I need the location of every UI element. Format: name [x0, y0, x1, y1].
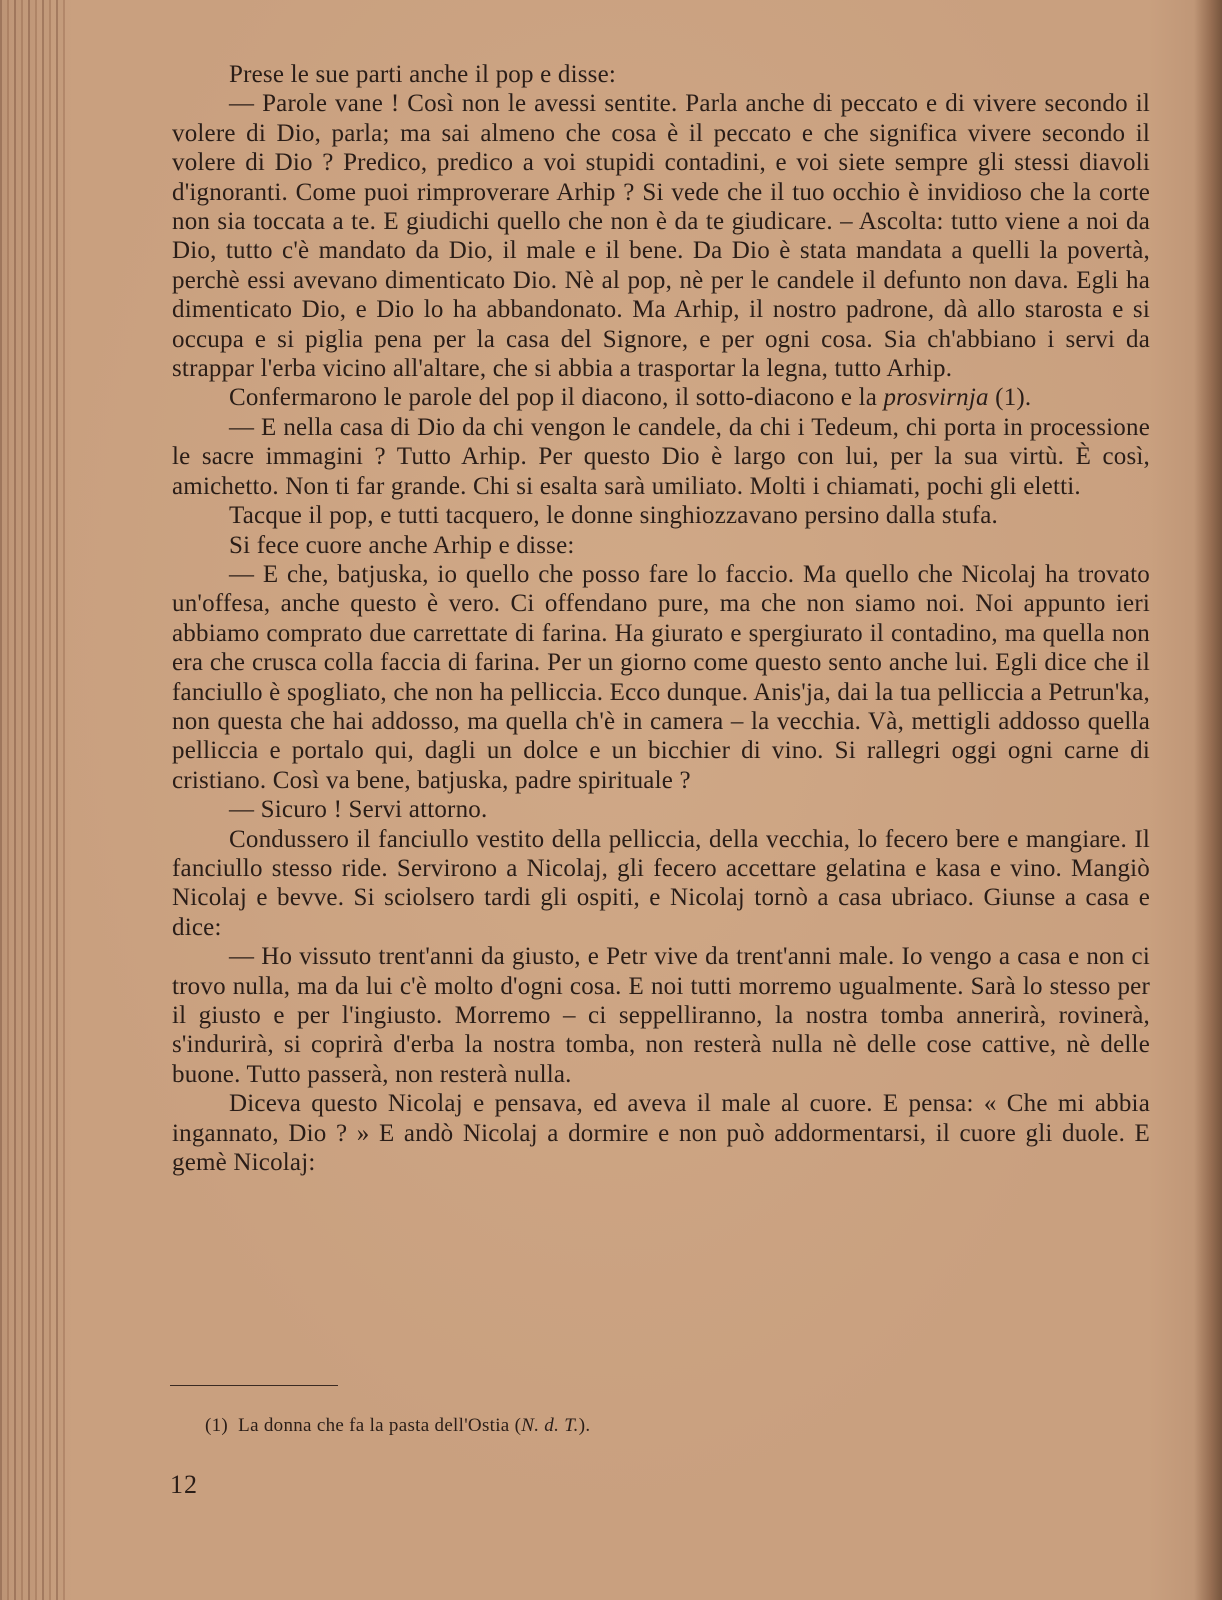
- paragraph: — Parole vane ! Così non le avessi sentite. Parla anche di peccato e di vivere secondo il volere di Dio, parla; ma sai almeno che cosa è il peccato e che significa vivere secondo il volere di Dio ? Predico, predico a voi stupidi contadini, e voi siete sempre gli stessi diavoli d'ignoranti. Come puoi rimproverare Arhip ? Si vede che il tuo occhio è invidioso che la corte non sia toccata a te. E giudichi quello che non è da te giudicare. – Ascolta: tutto viene a noi da Dio, tutto c'è mandato da Dio, il male e il bene. Da Dio è stata mandata a quelli la povertà, perchè essi avevano dimenticato Dio. Nè al pop, nè per le candele il defunto non dava. Egli ha dimenticato Dio, e Dio lo ha abbandonato. Ma Arhip, il nostro padrone, dà allo starosta e si occupa e si piglia pena per la casa del Signore, e per ogni cosa. Sia ch'abbiano i servi da strappar l'erba vicino all'altare, che si abbia a trasportar la legna, tutto Arhip.: [172, 90, 1150, 383]
- paragraph: Diceva questo Nicolaj e pensava, ed aveva il male al cuore. E pensa: « Che mi abbia ingannato, Dio ? » E andò Nicolaj a dormire e non può addormentarsi, il cuore gli duole. E gemè Nicolaj:: [172, 1090, 1150, 1177]
- footnote-end: ).: [578, 1415, 591, 1436]
- paragraph: Si fece cuore anche Arhip e disse:: [229, 531, 575, 559]
- paragraph: Prese le sue parti anche il pop e disse:: [229, 61, 617, 88]
- footnote-reference: (1).: [988, 384, 1032, 412]
- footnote-italic: N. d. T.: [521, 1415, 579, 1436]
- footnote-divider: [170, 1385, 338, 1386]
- paragraph: — Sicuro ! Servi attorno.: [229, 796, 488, 824]
- italic-term: prosvirnja: [883, 384, 989, 412]
- page-edge-shadow: [1194, 0, 1222, 1600]
- footnote-marker: (1): [205, 1415, 229, 1436]
- paragraph: Condussero il fanciullo vestito della pelliccia, della vecchia, lo fecero bere e mangiare. Il fanciullo stesso ride. Servirono a Nicolaj, gli fecero accettare gelatina e kasa e vino. Mangiò Nicolaj e bevve. Si sciolsero tardi gli ospiti, e Nicolaj tornò a casa ubriaco. Giunse a casa e dice:: [172, 825, 1150, 941]
- paragraph: — E nella casa di Dio da chi vengon le candele, da chi i Tedeum, chi porta in processione le sacre immagini ? Tutto Arhip. Per questo Dio è largo con lui, per la sua virtù. È così, amichetto. Non ti far grande. Chi si esalta sarà umiliato. Molti i chiamati, pochi gli eletti.: [172, 413, 1150, 500]
- paragraph-text: Confermarono le parole del pop il diacono, il sotto-diacono e la: [229, 384, 884, 412]
- paragraph: [172, 383, 1150, 412]
- paragraph: Tacque il pop, e tutti tacquero, le donne singhiozzavano persino dalla stufa.: [229, 502, 998, 530]
- paragraph: — Ho vissuto trent'anni da giusto, e Petr vive da trent'anni male. Io vengo a casa e non ci trovo nulla, ma da lui c'è molto d'ogni cosa. E noi tutti morremo ugualmente. Sarà lo stesso per il giusto e per l'ingiusto. Morremo – ci seppelliranno, la nostra tomba annerirà, rovinerà, s'indurirà, si coprirà d'erba la nostra tomba, non resterà nulla nè delle cose cattive, nè delle buone. Tutto passerà, non resterà nulla.: [172, 943, 1150, 1088]
- paragraph: — E che, batjuska, io quello che posso fare lo faccio. Ma quello che Nicolaj ha trovato un'offesa, anche questo è vero. Ci offendano pure, ma che non siamo noi. Noi appunto ieri abbiamo comprato due carrettate di farina. Ha giurato e spergiurato il contadino, ma quella non era che crusca colla faccia di farina. Per un giorno come questo sento anche lui. Egli dice che il fanciullo è spogliato, che non ha pelliccia. Ecco dunque. Anis'ja, dai la tua pelliccia a Petrun'ka, non questa che hai addosso, ma quella ch'è in camera – la vecchia. Và, mettigli addosso quella pelliccia e portalo qui, dagli un dolce e un bicchier di vino. Si rallegri oggi ogni carne di cristiano. Così va bene, batjuska, padre spirituale ?: [172, 560, 1150, 794]
- book-binding-edge: [0, 0, 70, 1600]
- footnote: [205, 1414, 1105, 1438]
- page-body: [172, 60, 1150, 1177]
- page-number: 12: [170, 1470, 198, 1499]
- footnote-text: La donna che fa la pasta dell'Ostia (: [238, 1415, 522, 1436]
